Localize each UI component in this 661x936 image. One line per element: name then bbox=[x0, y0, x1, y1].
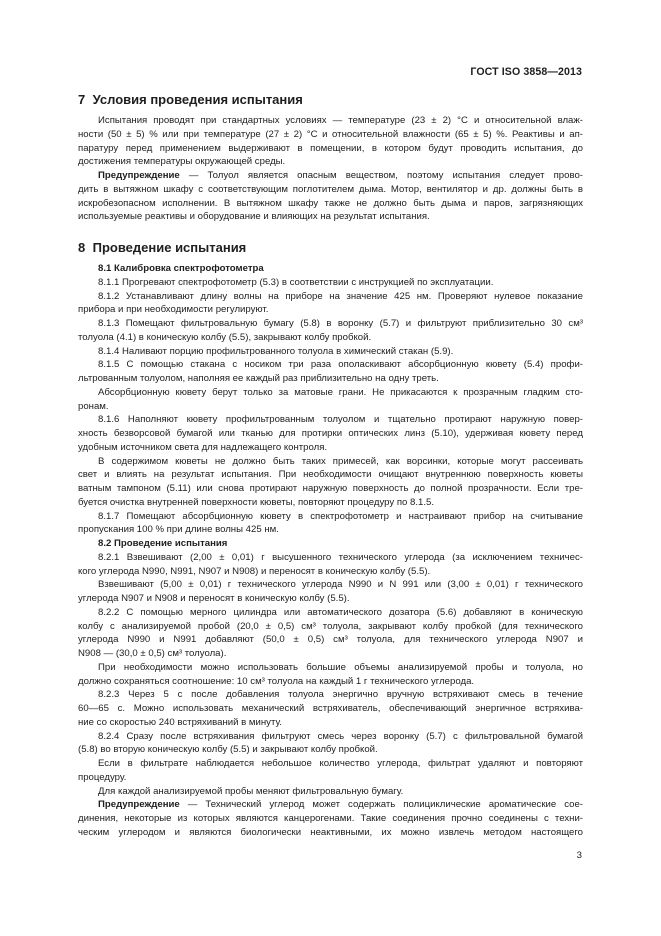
text-line-content: (5.8) во вторую коническую колбу (5.5) и закрывают колбу пробкой. bbox=[78, 744, 378, 756]
text-line bbox=[78, 606, 583, 620]
clause-8-2-3 bbox=[78, 688, 583, 729]
text-line-content: N908 — (30,0 ± 0,5) см³ толуола). bbox=[78, 648, 227, 660]
text-line bbox=[78, 523, 583, 537]
section-8-warning-paragraph bbox=[78, 798, 583, 839]
text-line bbox=[78, 468, 583, 482]
text-line bbox=[78, 633, 583, 647]
text-line-content: толуола (4.1) в коническую колбу (5.5), закрывают колбу пробкой. bbox=[78, 331, 372, 343]
text-line-content: хность безворсовой бумагой или тканью для протирки оптических линз (5.10), удерживая кювету перед bbox=[78, 428, 583, 440]
text-line-content: дить в вытяжном шкафу с соответствующим поглотителем дыма. Мотор, вентилятор и др. должны быть в bbox=[78, 183, 583, 195]
text-line-content: ронам. bbox=[78, 400, 109, 412]
text-line-content: 8.2.4 Сразу после встряхивания фильтруют смесь через воронку (5.7) с фильтровальной бумагой bbox=[98, 730, 583, 742]
text-line-content: 8.1.6 Наполняют кювету профильтрованным толуолом и тщательно протирают наружную повер- bbox=[98, 414, 583, 426]
clause-8-1-1 bbox=[78, 276, 583, 290]
text-line bbox=[78, 578, 583, 592]
text-line-content: Абсорбционную кювету берут только за матовые грани. Не прикасаются к прозрачным гладким сто- bbox=[98, 386, 583, 398]
text-line-content: 60—65 с. Можно использовать механический встряхиватель, обеспечивающий энергичное встряхива- bbox=[78, 703, 583, 715]
section-8-heading bbox=[78, 237, 583, 259]
subsection-8-2-heading: 8.2 Проведение испытания bbox=[98, 538, 228, 550]
section-8-title: Проведение испытания bbox=[92, 240, 247, 255]
text-line-content: 8.1.1 Прогревают спектрофотометр (5.3) в соответствии с инструкцией по эксплуатации. bbox=[98, 276, 494, 288]
clause-8-2-1-note bbox=[78, 578, 583, 606]
text-line bbox=[78, 743, 583, 757]
text-line-content: Испытания проводят при стандартных условиях — температуре (23 ± 2) °С и относительной влаж- bbox=[98, 115, 583, 126]
text-line bbox=[78, 455, 583, 469]
text-line-content: При необходимости можно использовать большие объемы анализируемой пробы и толуола, но bbox=[98, 661, 583, 673]
text-line-content: Если в фильтрате наблюдается небольшое количество углерода, фильтрат удаляют и повторяют bbox=[98, 758, 583, 770]
text-line-content: 8.2.3 Через 5 с после добавления толуола энергично вручную встряхивают смесь в течение bbox=[98, 689, 583, 701]
section-7-warning-paragraph bbox=[78, 169, 583, 224]
text-line bbox=[78, 345, 583, 359]
text-line bbox=[78, 675, 583, 689]
text-line-content: — Технический углерод может содержать полициклические ароматические сое- bbox=[179, 799, 583, 811]
text-line-content: 8.1.5 С помощью стакана с носиком три раза ополаскивают абсорбционную кювету (5.4) профи- bbox=[98, 359, 583, 371]
text-line bbox=[78, 210, 583, 224]
clause-8-2-1 bbox=[78, 551, 583, 579]
text-line bbox=[78, 183, 583, 197]
text-line bbox=[78, 702, 583, 716]
text-line bbox=[78, 592, 583, 606]
text-line-content: 8.2.2 С помощью мерного цилиндра или автоматического дозатора (5.6) добавляют в коническую bbox=[98, 606, 583, 618]
text-line bbox=[78, 482, 583, 496]
text-line bbox=[78, 114, 583, 128]
text-line-content: ческим углеродом и являются биологически неактивными, их можно извлечь методом настоящего bbox=[78, 826, 583, 838]
text-line-content: 8.1.7 Помещают абсорбционную кювету в спектрофотометр и настраивают прибор на считывание bbox=[98, 510, 583, 522]
text-line bbox=[78, 372, 583, 386]
text-line-content: ние со скоростью 240 встряхиваний в минуту. bbox=[78, 716, 282, 728]
clause-8-2-4-note bbox=[78, 757, 583, 785]
text-line bbox=[78, 798, 583, 812]
text-line bbox=[78, 413, 583, 427]
text-line bbox=[78, 276, 583, 290]
text-line-content: льтрованным толуолом, наполняя ее каждый раз приблизительно на одну треть. bbox=[78, 373, 439, 385]
text-line bbox=[78, 400, 583, 414]
text-line-content: должно сохраняться соотношение: 10 см³ толуола на каждый 1 г технического углерода. bbox=[78, 675, 475, 687]
text-line-content: искробезопасном исполнении. В вытяжном шкафу также не должно быть дыма и паров, загрязняющих bbox=[78, 197, 583, 209]
clause-8-1-6 bbox=[78, 413, 583, 454]
clause-8-1-5 bbox=[78, 358, 583, 386]
text-line-content: кого углерода N990, N991, N907 и N908) и переносят в коническую колбу (5.5). bbox=[78, 565, 431, 577]
warning-label: Предупреждение bbox=[98, 799, 180, 811]
warning-label: Предупреждение bbox=[98, 170, 180, 181]
text-line-content: пропускания 100 % при длине волны 425 нм. bbox=[78, 524, 279, 536]
text-line-content: процедуру. bbox=[78, 771, 127, 783]
text-line-content: буется очистка внутренней поверхности кюветы, повторяют процедуру по 8.1.5. bbox=[78, 496, 435, 508]
document-id: ГОСТ ISO 3858—2013 bbox=[470, 66, 582, 78]
text-line bbox=[78, 331, 583, 345]
clause-8-1-2 bbox=[78, 290, 583, 318]
text-line-content: динения, некоторые из которых являются канцерогенами. Такие соединения прочно соединены с техни- bbox=[78, 813, 583, 825]
section-8-number: 8 bbox=[78, 240, 86, 255]
text-line-content: паратуру перед применением выдерживают в помещении, в котором будут проводить испытания, до bbox=[78, 142, 583, 154]
text-line-content: углерода N990 и N991 добавляют (50,0 ± 0,5) см³ толуола, для технического углерода N907 и bbox=[78, 634, 583, 646]
clause-8-2-2-note bbox=[78, 661, 583, 689]
text-line bbox=[78, 386, 583, 400]
clause-8-1-5-note bbox=[78, 386, 583, 414]
text-line-content: Для каждой анализируемой пробы меняют фильтровальную бумагу. bbox=[98, 785, 404, 797]
text-line-content: удобным источником света для надлежащего контроля. bbox=[78, 441, 328, 453]
text-line-content: колбу с анализируемой пробой (20,0 ± 0,5) см³ толуола, закрывают колбу пробкой (для технического bbox=[78, 620, 583, 632]
text-line-content: 8.1.2 Устанавливают длину волны на приборе на значение 425 нм. Проверяют нулевое показание bbox=[98, 290, 583, 302]
text-line-content: 8.2.1 Взвешивают (2,00 ± 0,01) г высушенного технического углерода (за исключением техничес- bbox=[98, 551, 583, 563]
text-line-content: 8.1.4 Наливают порцию профильтрованного толуола в химический стакан (5.9). bbox=[98, 345, 454, 357]
text-line-content: Взвешивают (5,00 ± 0,01) г технического углерода N990 и N 991 или (3,00 ± 0,01) г технического bbox=[98, 579, 583, 591]
text-line bbox=[78, 142, 583, 156]
clause-8-2-4 bbox=[78, 730, 583, 758]
clause-8-1-4 bbox=[78, 345, 583, 359]
section-7-number: 7 bbox=[78, 92, 86, 107]
text-line bbox=[78, 661, 583, 675]
section-7-heading bbox=[78, 89, 583, 111]
clause-8-1-6-note bbox=[78, 455, 583, 510]
text-line bbox=[78, 427, 583, 441]
section-7-conditions-paragraph bbox=[78, 114, 583, 169]
text-line-content: углерода N907 и N908 и переносят в коническую колбу (5.5). bbox=[78, 593, 350, 605]
text-line bbox=[78, 688, 583, 702]
text-line bbox=[78, 757, 583, 771]
text-line bbox=[78, 716, 583, 730]
text-line bbox=[78, 565, 583, 579]
text-line-content: достижения температуры окружающей среды. bbox=[78, 156, 286, 168]
text-line bbox=[78, 317, 583, 331]
text-line bbox=[78, 197, 583, 211]
text-line-content: ности (50 ± 5) % или при температуре (27 ± 2) °С и относительной влажности (65 ± 5) %. Реактивы и ап- bbox=[78, 128, 583, 140]
text-line bbox=[78, 169, 583, 183]
text-line bbox=[78, 510, 583, 524]
text-line bbox=[78, 812, 583, 826]
text-line bbox=[78, 647, 583, 661]
clause-8-2-4-note-2 bbox=[78, 785, 583, 799]
text-line bbox=[78, 551, 583, 565]
clause-8-2-2 bbox=[78, 606, 583, 661]
text-line-content: свет и влиять на результат испытания. При необходимости очищают внутреннюю поверхность кюветы bbox=[78, 469, 583, 481]
text-line bbox=[78, 785, 583, 799]
text-line-content: используемые реактивы и оборудование и влияющих на результат испытания. bbox=[78, 211, 430, 223]
text-line bbox=[78, 730, 583, 744]
text-line bbox=[78, 496, 583, 510]
text-line bbox=[78, 826, 583, 840]
text-line bbox=[78, 620, 583, 634]
text-line-content: В содержимом кюветы не должно быть таких примесей, как ворсинки, которые могут рассеивать bbox=[98, 455, 583, 467]
text-line bbox=[78, 128, 583, 142]
text-line bbox=[78, 303, 583, 317]
text-line-content: ватным тампоном (5.11) или снова протирают наружную поверхность до полной прозрачности. Если тре- bbox=[78, 483, 583, 495]
page-content bbox=[78, 89, 583, 840]
text-line bbox=[78, 358, 583, 372]
text-line bbox=[78, 441, 583, 455]
section-7-title: Условия проведения испытания bbox=[92, 92, 303, 107]
clause-8-1-3 bbox=[78, 317, 583, 345]
text-line bbox=[78, 771, 583, 785]
text-line-content: прибора и при необходимости регулируют. bbox=[78, 304, 269, 316]
text-line-content: — Толуол является опасным веществом, поэтому испытания следует прово- bbox=[179, 170, 583, 181]
text-line bbox=[78, 155, 583, 169]
clause-8-1-7 bbox=[78, 510, 583, 538]
text-line-content: 8.1.3 Помещают фильтровальную бумагу (5.8) в воронку (5.7) и фильтруют приблизительно 30 см³ bbox=[98, 318, 583, 330]
subsection-8-1-heading: 8.1 Калибровка спектрофотометра bbox=[98, 263, 264, 274]
page-number: 3 bbox=[576, 850, 582, 861]
text-line bbox=[78, 290, 583, 304]
